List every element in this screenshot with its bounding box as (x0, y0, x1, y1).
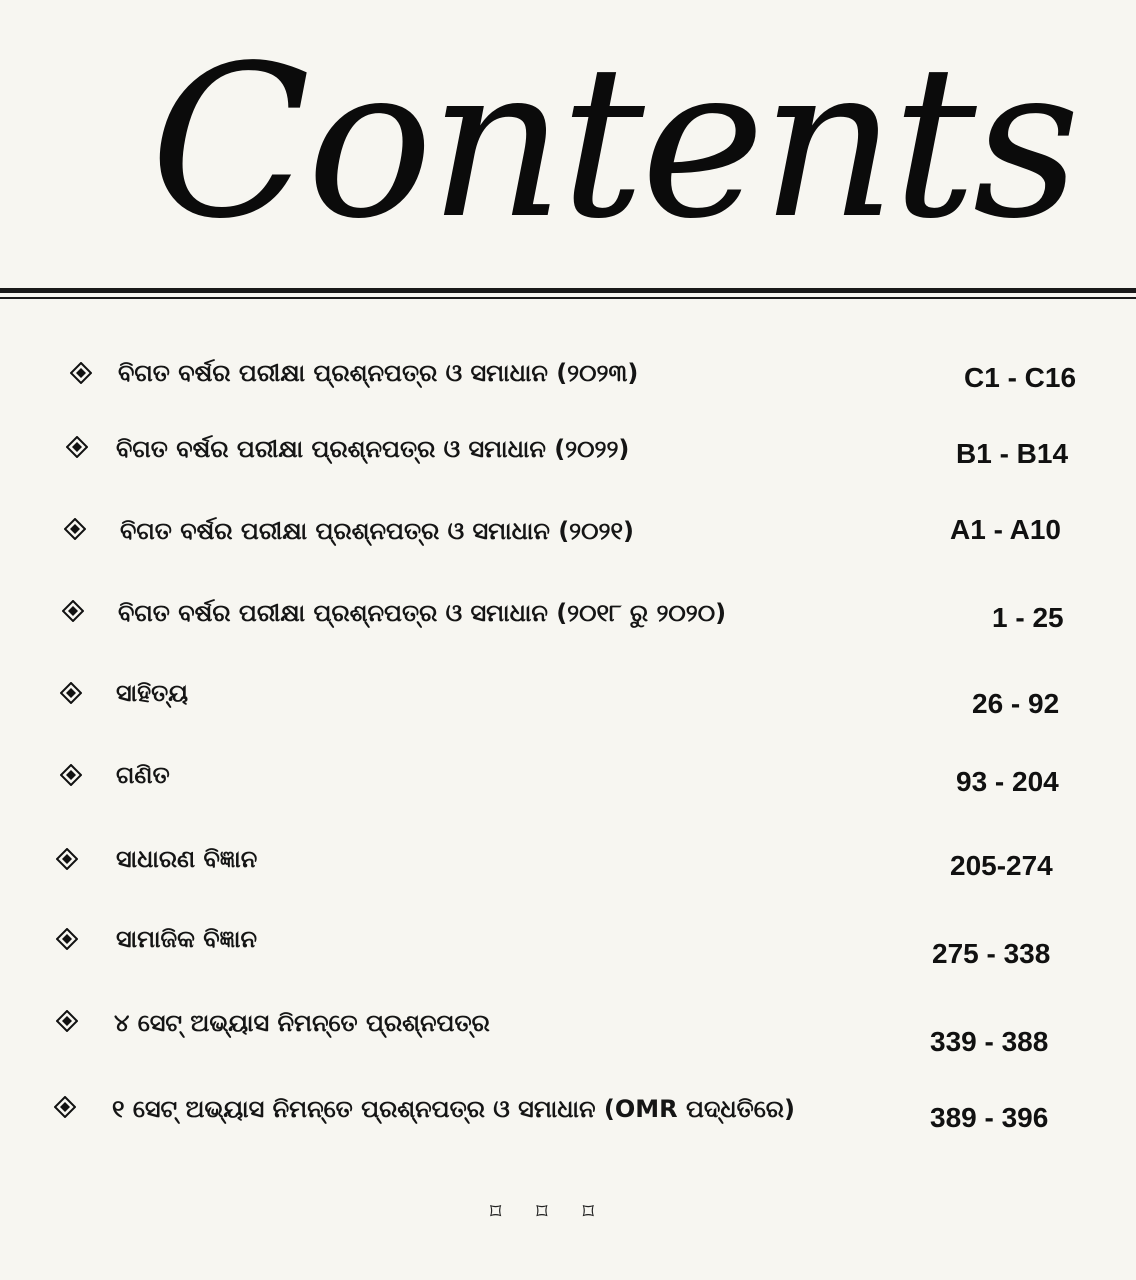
entry-page-range: 205-274 (950, 850, 1053, 881)
entry-page-range: 275 - 338 (932, 938, 1051, 969)
contents-entry (0, 844, 1136, 894)
entry-page-range: B1 - B14 (956, 438, 1069, 469)
diamond-bullet-icon (56, 1010, 78, 1032)
entry-title: ୪ ସେଟ୍ ଅଭ୍ୟାସ ନିମନ୍ତେ ପ୍ରଶ୍ନପତ୍ର (114, 1009, 490, 1037)
diamond-bullet-icon (66, 436, 88, 458)
entry-title: ବିଗତ ବର୍ଷର ପରୀକ୍ଷା ପ୍ରଶ୍ନପତ୍ର ଓ ସମାଧାନ (୨୦୧୮ ରୁ ୨୦୨୦) (118, 599, 727, 627)
contents-entry (0, 434, 1136, 484)
diamond-bullet-icon (56, 928, 78, 950)
contents-entry (0, 1008, 1136, 1058)
contents-entry (0, 678, 1136, 728)
entry-page-range: 93 - 204 (956, 766, 1059, 797)
entry-title: ବିଗତ ବର୍ଷର ପରୀକ୍ଷା ପ୍ରଶ୍ନପତ୍ର ଓ ସମାଧାନ (୨୦୨୨) (116, 435, 630, 463)
contents-entry (0, 1094, 1136, 1144)
entry-title: ସାଧାରଣ ବିଜ୍ଞାନ (116, 845, 258, 873)
diamond-bullet-icon (60, 682, 82, 704)
entry-page-range: C1 - C16 (964, 362, 1077, 393)
entry-page-range: 339 - 388 (930, 1026, 1049, 1057)
contents-entry (0, 358, 1136, 408)
entry-title: ବିଗତ ବର୍ଷର ପରୀକ୍ଷା ପ୍ରଶ୍ନପତ୍ର ଓ ସମାଧାନ (୨୦୨୧) (120, 517, 634, 545)
entry-page-range: A1 - A10 (950, 514, 1062, 545)
diamond-bullet-icon (62, 600, 84, 622)
contents-entry (0, 514, 1136, 564)
diamond-bullet-icon (70, 362, 92, 384)
entry-title: ସାହିତ୍ୟ (116, 679, 189, 707)
diamond-bullet-icon (54, 1096, 76, 1118)
page-title: Contents (150, 20, 1077, 265)
entry-page-range: 1 - 25 (992, 602, 1064, 633)
title-divider-thick (0, 288, 1136, 293)
entry-title: ସାମାଜିକ ବିଜ୍ଞାନ (116, 925, 257, 953)
contents-entry (0, 760, 1136, 810)
entry-page-range: 389 - 396 (930, 1102, 1049, 1133)
contents-entry (0, 924, 1136, 974)
entry-title: ୧ ସେଟ୍ ଅଭ୍ୟାସ ନିମନ୍ତେ ପ୍ରଶ୍ନପତ୍ର ଓ ସମାଧାନ (OMR ପଦ୍ଧତିରେ) (112, 1095, 795, 1123)
entry-title: ଗଣିତ (116, 761, 170, 789)
contents-entry (0, 598, 1136, 648)
footer-ornament: ⌑ ⌑ ⌑ (490, 1200, 608, 1225)
diamond-bullet-icon (64, 518, 86, 540)
entry-page-range: 26 - 92 (972, 688, 1060, 719)
entry-title: ବିଗତ ବର୍ଷର ପରୀକ୍ଷା ପ୍ରଶ୍ନପତ୍ର ଓ ସମାଧାନ (୨୦୨୩) (118, 359, 639, 387)
diamond-bullet-icon (56, 848, 78, 870)
title-divider-thin (0, 297, 1136, 299)
diamond-bullet-icon (60, 764, 82, 786)
